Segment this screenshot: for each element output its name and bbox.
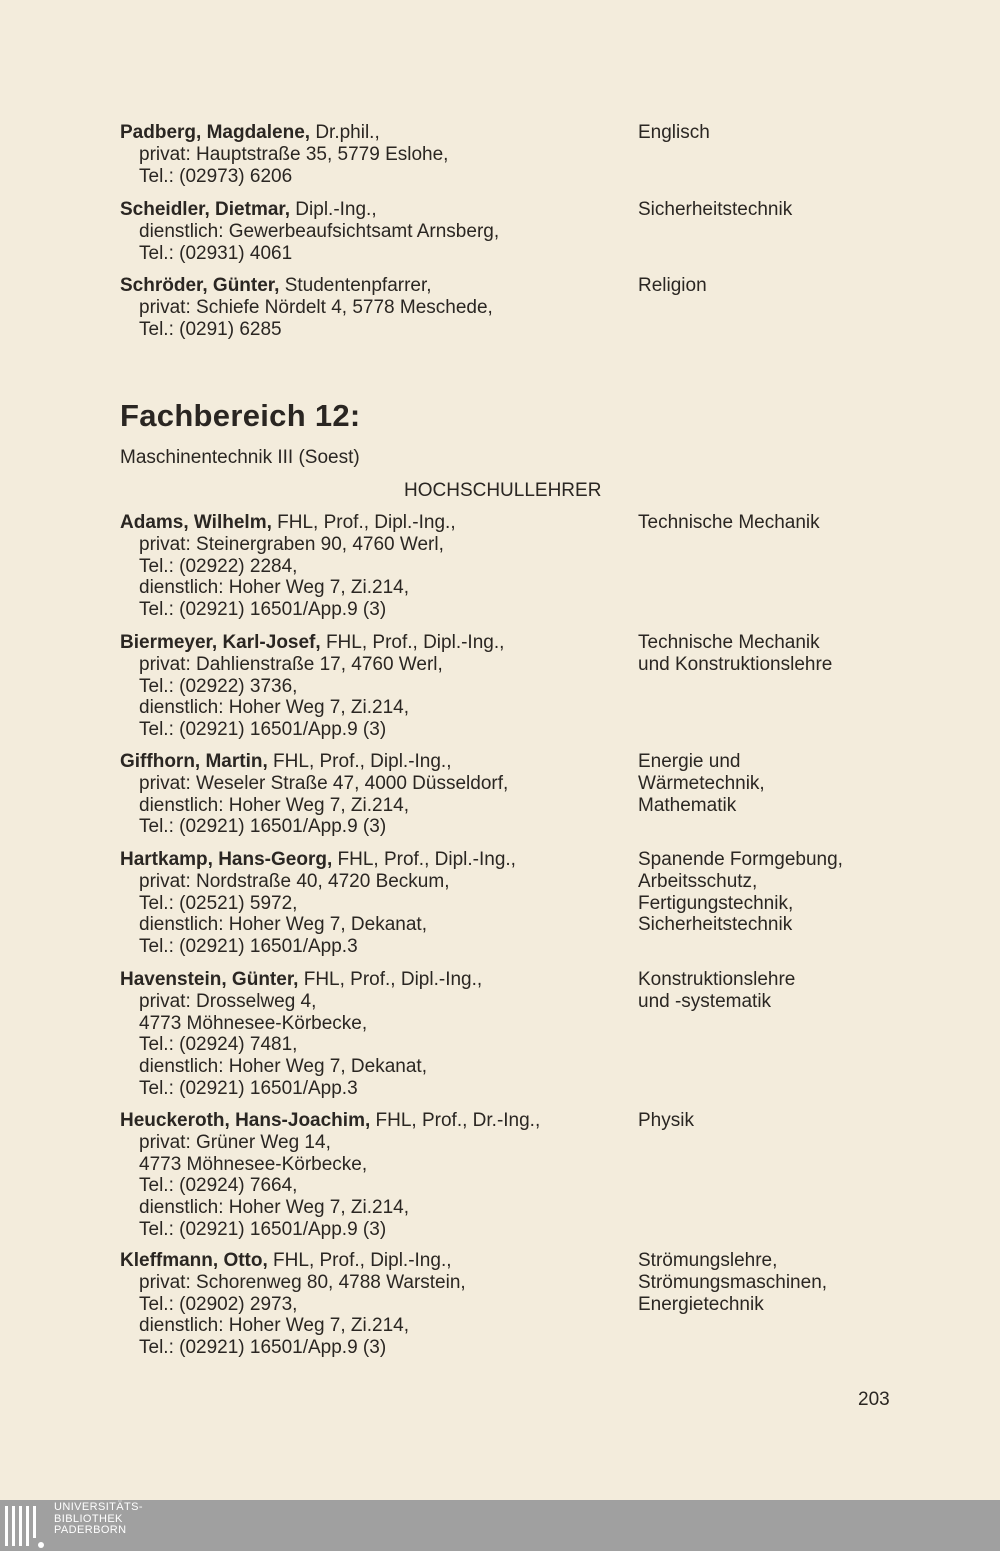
entry-line: privat: Schorenweg 80, 4788 Warstein, xyxy=(139,1271,466,1293)
library-logo-text xyxy=(54,1502,143,1537)
entry-line: dienstlich: Hoher Weg 7, Zi.214, xyxy=(139,697,410,719)
entry-name: Kleffmann, Otto, xyxy=(120,1250,268,1271)
entry-line: privat: Nordstraße 40, 4720 Beckum, xyxy=(139,870,450,892)
entry-line: privat: Weseler Straße 47, 4000 Düsseldorf, xyxy=(139,772,509,794)
entry-subject: Strömungsmaschinen, xyxy=(638,1271,828,1293)
section-subheading: Maschinentechnik III (Soest) xyxy=(120,447,360,468)
entry-line: dienstlich: Hoher Weg 7, Zi.214, xyxy=(139,794,410,816)
entry-line: Tel.: (02922) 3736, xyxy=(139,675,298,697)
entry-title: FHL, Prof., Dipl.-Ing., xyxy=(298,969,483,990)
page-number: 203 xyxy=(858,1389,890,1410)
entry-subject: und -systematik xyxy=(638,990,772,1012)
library-logo-icon xyxy=(4,1504,46,1548)
entry-line: Tel.: (02921) 16501/App.9 (3) xyxy=(139,1218,387,1240)
entry-name: Adams, Wilhelm, xyxy=(120,512,272,533)
library-logo-line: BIBLIOTHEK xyxy=(54,1512,123,1525)
entry-line: Tel.: (02931) 4061 xyxy=(139,242,293,264)
entry-name: Biermeyer, Karl-Josef, xyxy=(120,632,321,653)
entry-name: Havenstein, Günter, xyxy=(120,969,299,990)
category-heading: HOCHSCHULLEHRER xyxy=(404,480,602,501)
entry-name: Heuckeroth, Hans-Joachim, xyxy=(120,1110,371,1131)
entry-line: privat: Steinergraben 90, 4760 Werl, xyxy=(139,533,444,555)
entry-name: Scheidler, Dietmar, xyxy=(120,199,291,220)
entry-title: FHL, Prof., Dipl.-Ing., xyxy=(320,632,505,653)
entry-line: Tel.: (0291) 6285 xyxy=(139,318,282,340)
entry-subject: Religion xyxy=(638,275,707,296)
entry-title: FHL, Prof., Dipl.-Ing., xyxy=(267,751,452,772)
entry-title: FHL, Prof., Dipl.-Ing., xyxy=(267,1250,452,1271)
entry-subject: Spanende Formgebung, xyxy=(638,849,843,870)
library-footer xyxy=(0,1500,1000,1551)
library-logo-line: UNIVERSITÄTS- xyxy=(54,1501,143,1513)
entry-title: FHL, Prof., Dr.-Ing., xyxy=(370,1110,541,1131)
entry-title: Dipl.-Ing., xyxy=(290,199,377,220)
entry-line: dienstlich: Hoher Weg 7, Zi.214, xyxy=(139,1197,410,1219)
entry-subject: Fertigungstechnik, xyxy=(638,892,794,914)
entry-subject: Technische Mechanik xyxy=(638,512,820,533)
entry-line: privat: Dahlienstraße 17, 4760 Werl, xyxy=(139,653,443,675)
entry-name: Padberg, Magdalene, xyxy=(120,122,311,143)
entry-line: Tel.: (02902) 2973, xyxy=(139,1293,298,1315)
entry-subject: Mathematik xyxy=(638,794,737,816)
entry-line: Tel.: (02922) 2284, xyxy=(139,555,298,577)
entry-line: dienstlich: Hoher Weg 7, Dekanat, xyxy=(139,914,427,936)
entry-line: Tel.: (02924) 7481, xyxy=(139,1034,298,1056)
entry-subject: Physik xyxy=(638,1110,694,1131)
entry-title: Studentenpfarrer, xyxy=(279,275,432,296)
entry-name: Hartkamp, Hans-Georg, xyxy=(120,849,333,870)
entry-line: Tel.: (02924) 7664, xyxy=(139,1175,298,1197)
entry-title: FHL, Prof., Dipl.-Ing., xyxy=(332,849,516,870)
entry-line: dienstlich: Hoher Weg 7, Dekanat, xyxy=(139,1056,427,1078)
entry-line: Tel.: (02921) 16501/App.3 xyxy=(139,1077,358,1099)
entry-line: Tel.: (02921) 16501/App.3 xyxy=(139,936,358,958)
entry-subject: Konstruktionslehre xyxy=(638,969,796,990)
entry-line: 4773 Möhnesee-Körbecke, xyxy=(139,1153,368,1175)
entry-subject: Strömungslehre, xyxy=(638,1250,778,1271)
entry-line: dienstlich: Hoher Weg 7, Zi.214, xyxy=(139,577,410,599)
entry-line: Tel.: (02921) 16501/App.9 (3) xyxy=(139,719,387,741)
entry-title: Dr.phil., xyxy=(310,122,380,143)
entry-line: 4773 Möhnesee-Körbecke, xyxy=(139,1012,368,1034)
entry-subject: Energietechnik xyxy=(638,1293,764,1315)
entry-line: Tel.: (02973) 6206 xyxy=(139,165,293,187)
entry-line: Tel.: (02521) 5972, xyxy=(139,892,298,914)
entry-subject: Arbeitsschutz, xyxy=(638,870,758,892)
library-logo-line: PADERBORN xyxy=(54,1524,127,1536)
entry-line: privat: Grüner Weg 14, xyxy=(139,1131,331,1153)
entry-subject: Energie und xyxy=(638,751,741,772)
entry-line: dienstlich: Hoher Weg 7, Zi.214, xyxy=(139,1315,410,1337)
entry-line: privat: Drosselweg 4, xyxy=(139,990,317,1012)
entry-subject: Sicherheitstechnik xyxy=(638,914,793,936)
entry-line: dienstlich: Gewerbeaufsichtsamt Arnsberg, xyxy=(139,220,500,242)
entry-name: Schröder, Günter, xyxy=(120,275,280,296)
entry-line: Tel.: (02921) 16501/App.9 (3) xyxy=(139,1337,387,1359)
entry-subject: Technische Mechanik xyxy=(638,632,820,653)
section-heading: Fachbereich 12: xyxy=(120,398,361,433)
entry-line: Tel.: (02921) 16501/App.9 (3) xyxy=(139,816,387,838)
entry-subject: Wärmetechnik, xyxy=(638,772,765,794)
entry-subject: und Konstruktionslehre xyxy=(638,653,833,675)
entry-line: Tel.: (02921) 16501/App.9 (3) xyxy=(139,599,387,621)
entry-title: FHL, Prof., Dipl.-Ing., xyxy=(271,512,456,533)
entry-name: Giffhorn, Martin, xyxy=(120,751,268,772)
entry-subject: Englisch xyxy=(638,122,710,143)
entry-line: privat: Schiefe Nördelt 4, 5778 Meschede, xyxy=(139,296,493,318)
entry-line: privat: Hauptstraße 35, 5779 Eslohe, xyxy=(139,143,449,165)
entry-subject: Sicherheitstechnik xyxy=(638,199,793,220)
